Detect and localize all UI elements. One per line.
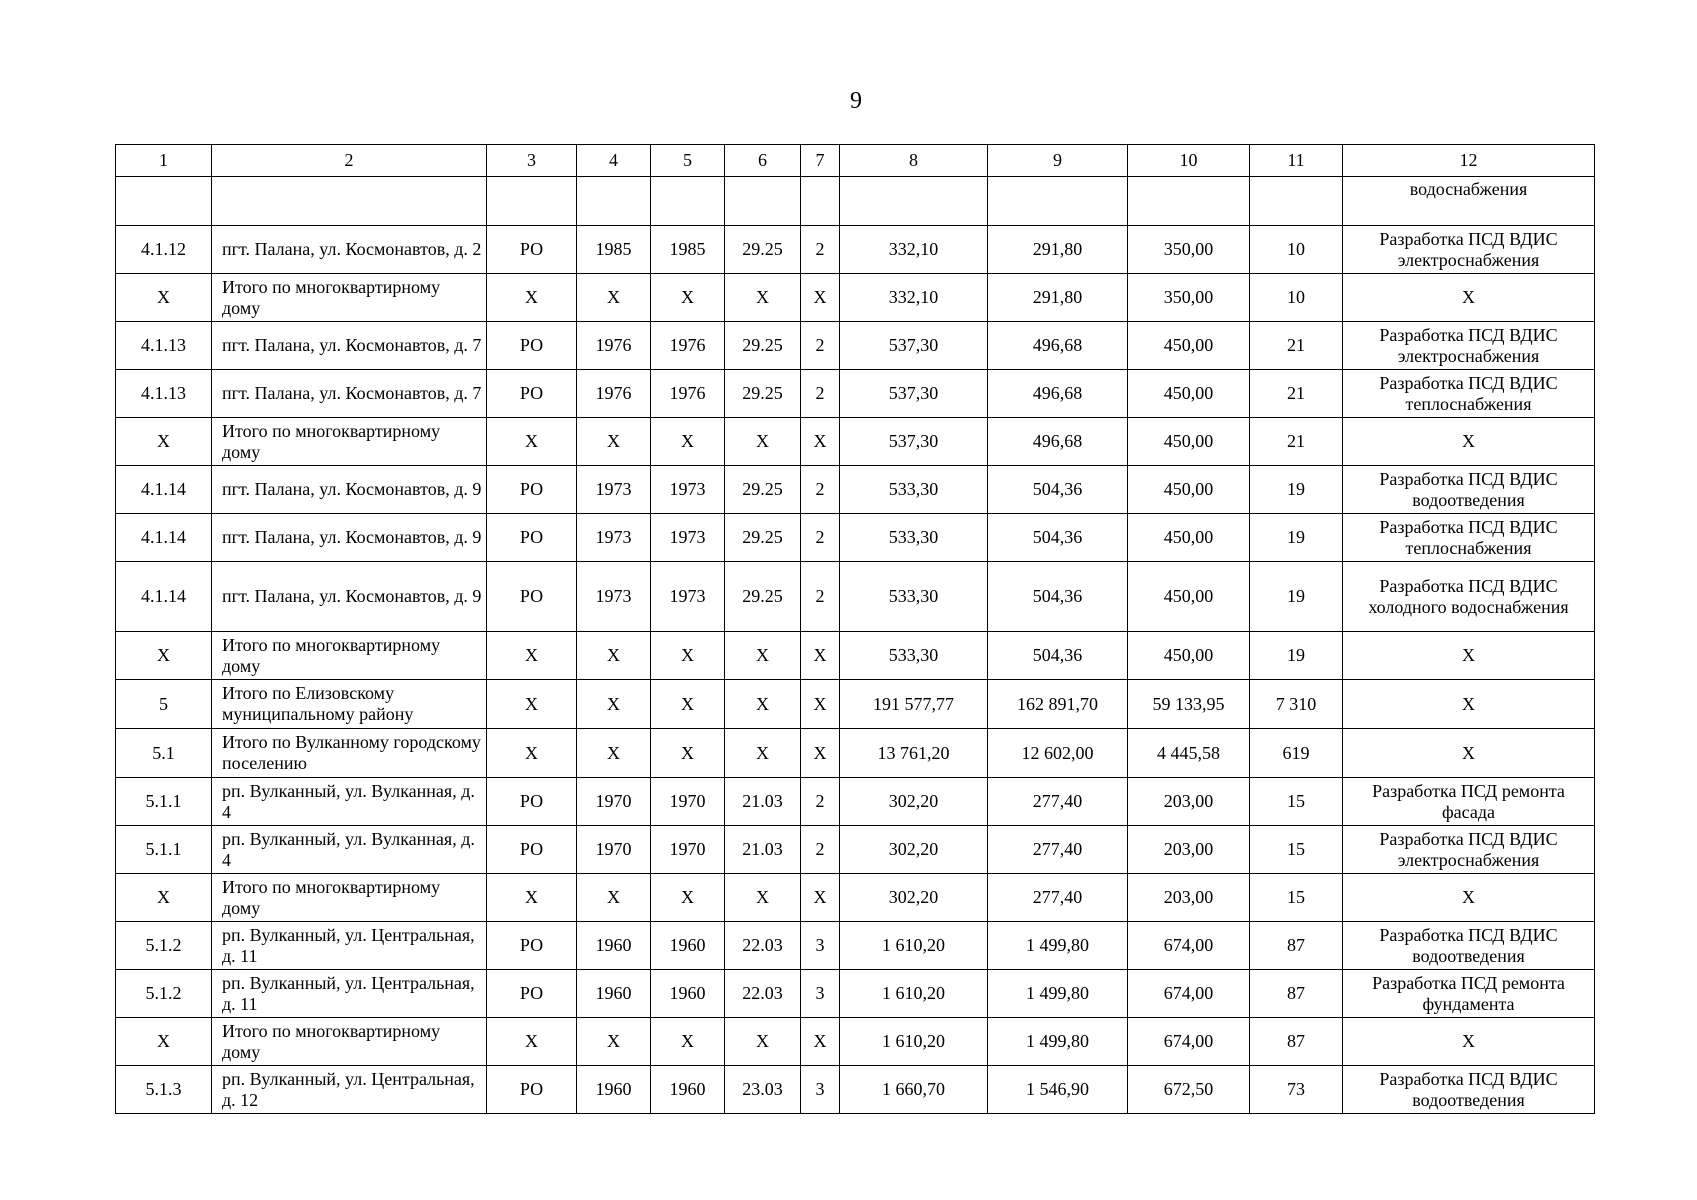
cell-owner: Х <box>487 632 577 680</box>
cell-cost: 450,00 <box>1128 370 1250 418</box>
cell-num: Х <box>116 274 212 322</box>
cell-residents: 21 <box>1250 418 1343 466</box>
table-row <box>116 274 1595 322</box>
table-row <box>116 177 1595 226</box>
cell-total-area: 1 660,70 <box>840 1066 988 1114</box>
cell-owner: РО <box>487 514 577 562</box>
cell-residents: 19 <box>1250 466 1343 514</box>
cell-num: 5.1.2 <box>116 922 212 970</box>
cell-floors: 3 <box>801 1066 840 1114</box>
cell-num: 5.1.2 <box>116 970 212 1018</box>
header-cell-2: 2 <box>212 145 487 177</box>
cell-year-built: 1976 <box>577 370 651 418</box>
cell-owner: РО <box>487 826 577 874</box>
header-cell-7: 7 <box>801 145 840 177</box>
cell-total-area: 302,20 <box>840 874 988 922</box>
cell-address: пгт. Палана, ул. Космонавтов, д. 9 <box>212 514 487 562</box>
cell-cost: 450,00 <box>1128 514 1250 562</box>
cell-num: 5.1.1 <box>116 778 212 826</box>
cell-residents: 21 <box>1250 370 1343 418</box>
table-row <box>116 514 1595 562</box>
cell-address: Итого по многоквартирному дому <box>212 874 487 922</box>
data-table <box>115 144 1595 1114</box>
header-cell-3: 3 <box>487 145 577 177</box>
cell-address: Итого по многоквартирному дому <box>212 274 487 322</box>
cell-owner: Х <box>487 1018 577 1066</box>
cell-living-area: 277,40 <box>988 826 1128 874</box>
cell-floors: Х <box>801 874 840 922</box>
cell-code: Х <box>725 680 801 729</box>
cell-code: Х <box>725 274 801 322</box>
cell-code: 29.25 <box>725 514 801 562</box>
cell-cost: 450,00 <box>1128 562 1250 632</box>
cell-year-built: 1970 <box>577 778 651 826</box>
cell-year-exploit: Х <box>651 274 725 322</box>
cell-floors: 2 <box>801 778 840 826</box>
cell-year-built: 1976 <box>577 322 651 370</box>
cell-work-type: Разработка ПСД ВДИС водоотведения <box>1343 466 1595 514</box>
cell-code: 22.03 <box>725 922 801 970</box>
cell-owner <box>487 177 577 226</box>
cell-address: рп. Вулканный, ул. Вулканная, д. 4 <box>212 826 487 874</box>
cell-living-area: 1 546,90 <box>988 1066 1128 1114</box>
cell-year-exploit: Х <box>651 729 725 778</box>
cell-residents: 21 <box>1250 322 1343 370</box>
cell-owner: Х <box>487 418 577 466</box>
cell-floors: 3 <box>801 922 840 970</box>
cell-living-area: 496,68 <box>988 370 1128 418</box>
cell-cost: 59 133,95 <box>1128 680 1250 729</box>
cell-total-area: 533,30 <box>840 466 988 514</box>
header-cell-9: 9 <box>988 145 1128 177</box>
cell-living-area: 1 499,80 <box>988 922 1128 970</box>
cell-work-type: Разработка ПСД ремонта фасада <box>1343 778 1595 826</box>
cell-total-area: 537,30 <box>840 322 988 370</box>
cell-living-area: 12 602,00 <box>988 729 1128 778</box>
cell-address: рп. Вулканный, ул. Центральная, д. 11 <box>212 970 487 1018</box>
cell-owner: Х <box>487 274 577 322</box>
cell-code: 29.25 <box>725 322 801 370</box>
cell-address: рп. Вулканный, ул. Центральная, д. 11 <box>212 922 487 970</box>
cell-total-area: 302,20 <box>840 826 988 874</box>
cell-living-area: 1 499,80 <box>988 970 1128 1018</box>
cell-address: Итого по многоквартирному дому <box>212 632 487 680</box>
table-row <box>116 1018 1595 1066</box>
cell-year-exploit: 1985 <box>651 226 725 274</box>
header-cell-6: 6 <box>725 145 801 177</box>
cell-year-exploit: Х <box>651 680 725 729</box>
cell-year-exploit: 1973 <box>651 466 725 514</box>
cell-total-area: 537,30 <box>840 370 988 418</box>
cell-year-built: Х <box>577 874 651 922</box>
cell-cost: 203,00 <box>1128 778 1250 826</box>
cell-cost: 350,00 <box>1128 274 1250 322</box>
cell-living-area: 504,36 <box>988 562 1128 632</box>
cell-cost <box>1128 177 1250 226</box>
cell-floors: Х <box>801 729 840 778</box>
cell-work-type: Разработка ПСД ВДИС водоотведения <box>1343 922 1595 970</box>
table-row <box>116 562 1595 632</box>
table-row <box>116 1066 1595 1114</box>
cell-residents: 15 <box>1250 826 1343 874</box>
cell-living-area: 496,68 <box>988 322 1128 370</box>
cell-living-area: 504,36 <box>988 466 1128 514</box>
cell-year-exploit: Х <box>651 418 725 466</box>
cell-num: 4.1.14 <box>116 514 212 562</box>
table-row <box>116 226 1595 274</box>
cell-year-built: 1973 <box>577 562 651 632</box>
cell-total-area: 332,10 <box>840 274 988 322</box>
table-row <box>116 922 1595 970</box>
cell-code: 22.03 <box>725 970 801 1018</box>
cell-year-built: 1973 <box>577 466 651 514</box>
header-cell-4: 4 <box>577 145 651 177</box>
cell-num: 4.1.14 <box>116 466 212 514</box>
cell-year-built: Х <box>577 729 651 778</box>
cell-total-area: 191 577,77 <box>840 680 988 729</box>
cell-cost: 4 445,58 <box>1128 729 1250 778</box>
cell-year-exploit: Х <box>651 874 725 922</box>
cell-floors: 2 <box>801 562 840 632</box>
cell-year-built: Х <box>577 274 651 322</box>
cell-floors: Х <box>801 418 840 466</box>
header-cell-10: 10 <box>1128 145 1250 177</box>
cell-total-area: 537,30 <box>840 418 988 466</box>
cell-address: Итого по Елизовскому муниципальному району <box>212 680 487 729</box>
cell-total-area: 13 761,20 <box>840 729 988 778</box>
cell-floors: 3 <box>801 970 840 1018</box>
cell-residents: 10 <box>1250 274 1343 322</box>
cell-address: Итого по Вулканному городскому поселению <box>212 729 487 778</box>
cell-total-area <box>840 177 988 226</box>
cell-year-built: Х <box>577 632 651 680</box>
cell-owner: Х <box>487 874 577 922</box>
cell-residents: 10 <box>1250 226 1343 274</box>
table-header-row <box>116 145 1595 177</box>
cell-work-type: Х <box>1343 680 1595 729</box>
cell-residents: 87 <box>1250 1018 1343 1066</box>
cell-num: 4.1.13 <box>116 370 212 418</box>
cell-num: 5.1.3 <box>116 1066 212 1114</box>
cell-cost: 450,00 <box>1128 322 1250 370</box>
cell-code: 21.03 <box>725 778 801 826</box>
cell-owner: РО <box>487 226 577 274</box>
header-cell-11: 11 <box>1250 145 1343 177</box>
cell-living-area: 277,40 <box>988 874 1128 922</box>
cell-floors: 2 <box>801 466 840 514</box>
cell-num: 5.1 <box>116 729 212 778</box>
cell-floors: 2 <box>801 826 840 874</box>
cell-total-area: 533,30 <box>840 514 988 562</box>
cell-code: 29.25 <box>725 370 801 418</box>
cell-total-area: 1 610,20 <box>840 1018 988 1066</box>
cell-num <box>116 177 212 226</box>
cell-floors: 2 <box>801 322 840 370</box>
header-cell-8: 8 <box>840 145 988 177</box>
cell-work-type: Разработка ПСД ВДИС холодного водоснабжения <box>1343 562 1595 632</box>
cell-living-area: 277,40 <box>988 778 1128 826</box>
cell-total-area: 302,20 <box>840 778 988 826</box>
table-row <box>116 632 1595 680</box>
cell-year-built: 1960 <box>577 922 651 970</box>
cell-total-area: 533,30 <box>840 632 988 680</box>
cell-residents: 7 310 <box>1250 680 1343 729</box>
cell-cost: 450,00 <box>1128 466 1250 514</box>
cell-year-built: Х <box>577 1018 651 1066</box>
cell-year-built: 1985 <box>577 226 651 274</box>
cell-living-area: 291,80 <box>988 274 1128 322</box>
cell-num: Х <box>116 874 212 922</box>
table-row <box>116 970 1595 1018</box>
cell-owner: РО <box>487 922 577 970</box>
cell-num: Х <box>116 418 212 466</box>
cell-address: пгт. Палана, ул. Космонавтов, д. 7 <box>212 322 487 370</box>
cell-work-type: Разработка ПСД ВДИС электроснабжения <box>1343 322 1595 370</box>
cell-cost: 674,00 <box>1128 970 1250 1018</box>
cell-floors: Х <box>801 632 840 680</box>
cell-owner: РО <box>487 562 577 632</box>
cell-residents: 19 <box>1250 632 1343 680</box>
cell-residents: 73 <box>1250 1066 1343 1114</box>
table-row <box>116 322 1595 370</box>
cell-living-area: 291,80 <box>988 226 1128 274</box>
cell-address: Итого по многоквартирному дому <box>212 1018 487 1066</box>
table-row <box>116 826 1595 874</box>
cell-living-area: 504,36 <box>988 514 1128 562</box>
cell-owner: РО <box>487 322 577 370</box>
cell-residents: 87 <box>1250 922 1343 970</box>
cell-total-area: 1 610,20 <box>840 970 988 1018</box>
cell-work-type: Х <box>1343 729 1595 778</box>
cell-year-built: Х <box>577 680 651 729</box>
cell-address: пгт. Палана, ул. Космонавтов, д. 2 <box>212 226 487 274</box>
cell-code: Х <box>725 418 801 466</box>
cell-work-type: Разработка ПСД ВДИС электроснабжения <box>1343 226 1595 274</box>
cell-year-exploit: 1973 <box>651 514 725 562</box>
table-row <box>116 466 1595 514</box>
cell-total-area: 533,30 <box>840 562 988 632</box>
cell-year-exploit <box>651 177 725 226</box>
cell-residents: 87 <box>1250 970 1343 1018</box>
page-number: 9 <box>850 88 862 114</box>
cell-year-exploit: 1960 <box>651 922 725 970</box>
cell-work-type: Разработка ПСД ВДИС теплоснабжения <box>1343 370 1595 418</box>
cell-living-area: 504,36 <box>988 632 1128 680</box>
cell-cost: 674,00 <box>1128 922 1250 970</box>
cell-work-type: Х <box>1343 1018 1595 1066</box>
cell-residents: 15 <box>1250 874 1343 922</box>
cell-year-built: Х <box>577 418 651 466</box>
cell-owner: РО <box>487 1066 577 1114</box>
cell-code: 23.03 <box>725 1066 801 1114</box>
cell-floors: 2 <box>801 514 840 562</box>
cell-floors: Х <box>801 1018 840 1066</box>
cell-total-area: 332,10 <box>840 226 988 274</box>
cell-owner: РО <box>487 778 577 826</box>
cell-residents: 19 <box>1250 514 1343 562</box>
cell-work-type: Разработка ПСД ремонта фундамента <box>1343 970 1595 1018</box>
cell-num: Х <box>116 1018 212 1066</box>
cell-owner: РО <box>487 466 577 514</box>
table-row <box>116 778 1595 826</box>
cell-code: 29.25 <box>725 466 801 514</box>
cell-year-built: 1960 <box>577 970 651 1018</box>
table-row <box>116 370 1595 418</box>
cell-year-exploit: 1970 <box>651 826 725 874</box>
cell-year-exploit: 1970 <box>651 778 725 826</box>
cell-living-area: 1 499,80 <box>988 1018 1128 1066</box>
cell-work-type: Х <box>1343 418 1595 466</box>
cell-address: рп. Вулканный, ул. Центральная, д. 12 <box>212 1066 487 1114</box>
cell-cost: 674,00 <box>1128 1018 1250 1066</box>
header-cell-12: 12 <box>1343 145 1595 177</box>
cell-residents: 15 <box>1250 778 1343 826</box>
cell-year-built: 1970 <box>577 826 651 874</box>
cell-living-area: 496,68 <box>988 418 1128 466</box>
cell-code: Х <box>725 1018 801 1066</box>
cell-owner: РО <box>487 970 577 1018</box>
cell-owner: Х <box>487 680 577 729</box>
cell-code: 29.25 <box>725 562 801 632</box>
cell-floors: 2 <box>801 370 840 418</box>
header-cell-5: 5 <box>651 145 725 177</box>
cell-num: 5.1.1 <box>116 826 212 874</box>
cell-owner: РО <box>487 370 577 418</box>
cell-work-type: водоснабжения <box>1343 177 1595 226</box>
cell-cost: 203,00 <box>1128 874 1250 922</box>
cell-address <box>212 177 487 226</box>
table-row <box>116 680 1595 729</box>
cell-year-built: 1960 <box>577 1066 651 1114</box>
cell-residents: 19 <box>1250 562 1343 632</box>
cell-num: 4.1.12 <box>116 226 212 274</box>
cell-address: пгт. Палана, ул. Космонавтов, д. 9 <box>212 466 487 514</box>
cell-work-type: Х <box>1343 632 1595 680</box>
cell-living-area: 162 891,70 <box>988 680 1128 729</box>
cell-work-type: Разработка ПСД ВДИС водоотведения <box>1343 1066 1595 1114</box>
cell-address: пгт. Палана, ул. Космонавтов, д. 9 <box>212 562 487 632</box>
table-row <box>116 729 1595 778</box>
cell-num: 5 <box>116 680 212 729</box>
table-row <box>116 874 1595 922</box>
cell-num: 4.1.14 <box>116 562 212 632</box>
cell-living-area <box>988 177 1128 226</box>
cell-cost: 450,00 <box>1128 632 1250 680</box>
cell-num: 4.1.13 <box>116 322 212 370</box>
cell-year-exploit: 1976 <box>651 322 725 370</box>
cell-year-exploit: 1976 <box>651 370 725 418</box>
cell-code: Х <box>725 729 801 778</box>
cell-code: Х <box>725 632 801 680</box>
cell-cost: 350,00 <box>1128 226 1250 274</box>
cell-year-exploit: Х <box>651 1018 725 1066</box>
cell-year-built <box>577 177 651 226</box>
cell-code <box>725 177 801 226</box>
cell-cost: 450,00 <box>1128 418 1250 466</box>
cell-code: Х <box>725 874 801 922</box>
cell-num: Х <box>116 632 212 680</box>
cell-owner: Х <box>487 729 577 778</box>
cell-work-type: Разработка ПСД ВДИС теплоснабжения <box>1343 514 1595 562</box>
cell-cost: 203,00 <box>1128 826 1250 874</box>
cell-address: рп. Вулканный, ул. Вулканная, д. 4 <box>212 778 487 826</box>
cell-cost: 672,50 <box>1128 1066 1250 1114</box>
cell-residents: 619 <box>1250 729 1343 778</box>
table-row <box>116 418 1595 466</box>
cell-work-type: Разработка ПСД ВДИС электроснабжения <box>1343 826 1595 874</box>
cell-year-built: 1973 <box>577 514 651 562</box>
cell-floors: 2 <box>801 226 840 274</box>
cell-address: пгт. Палана, ул. Космонавтов, д. 7 <box>212 370 487 418</box>
cell-code: 21.03 <box>725 826 801 874</box>
cell-year-exploit: Х <box>651 632 725 680</box>
cell-total-area: 1 610,20 <box>840 922 988 970</box>
cell-floors <box>801 177 840 226</box>
cell-address: Итого по многоквартирному дому <box>212 418 487 466</box>
cell-residents <box>1250 177 1343 226</box>
header-cell-1: 1 <box>116 145 212 177</box>
cell-year-exploit: 1960 <box>651 970 725 1018</box>
cell-year-exploit: 1960 <box>651 1066 725 1114</box>
cell-floors: Х <box>801 680 840 729</box>
cell-code: 29.25 <box>725 226 801 274</box>
cell-year-exploit: 1973 <box>651 562 725 632</box>
cell-work-type: Х <box>1343 274 1595 322</box>
cell-floors: Х <box>801 274 840 322</box>
cell-work-type: Х <box>1343 874 1595 922</box>
